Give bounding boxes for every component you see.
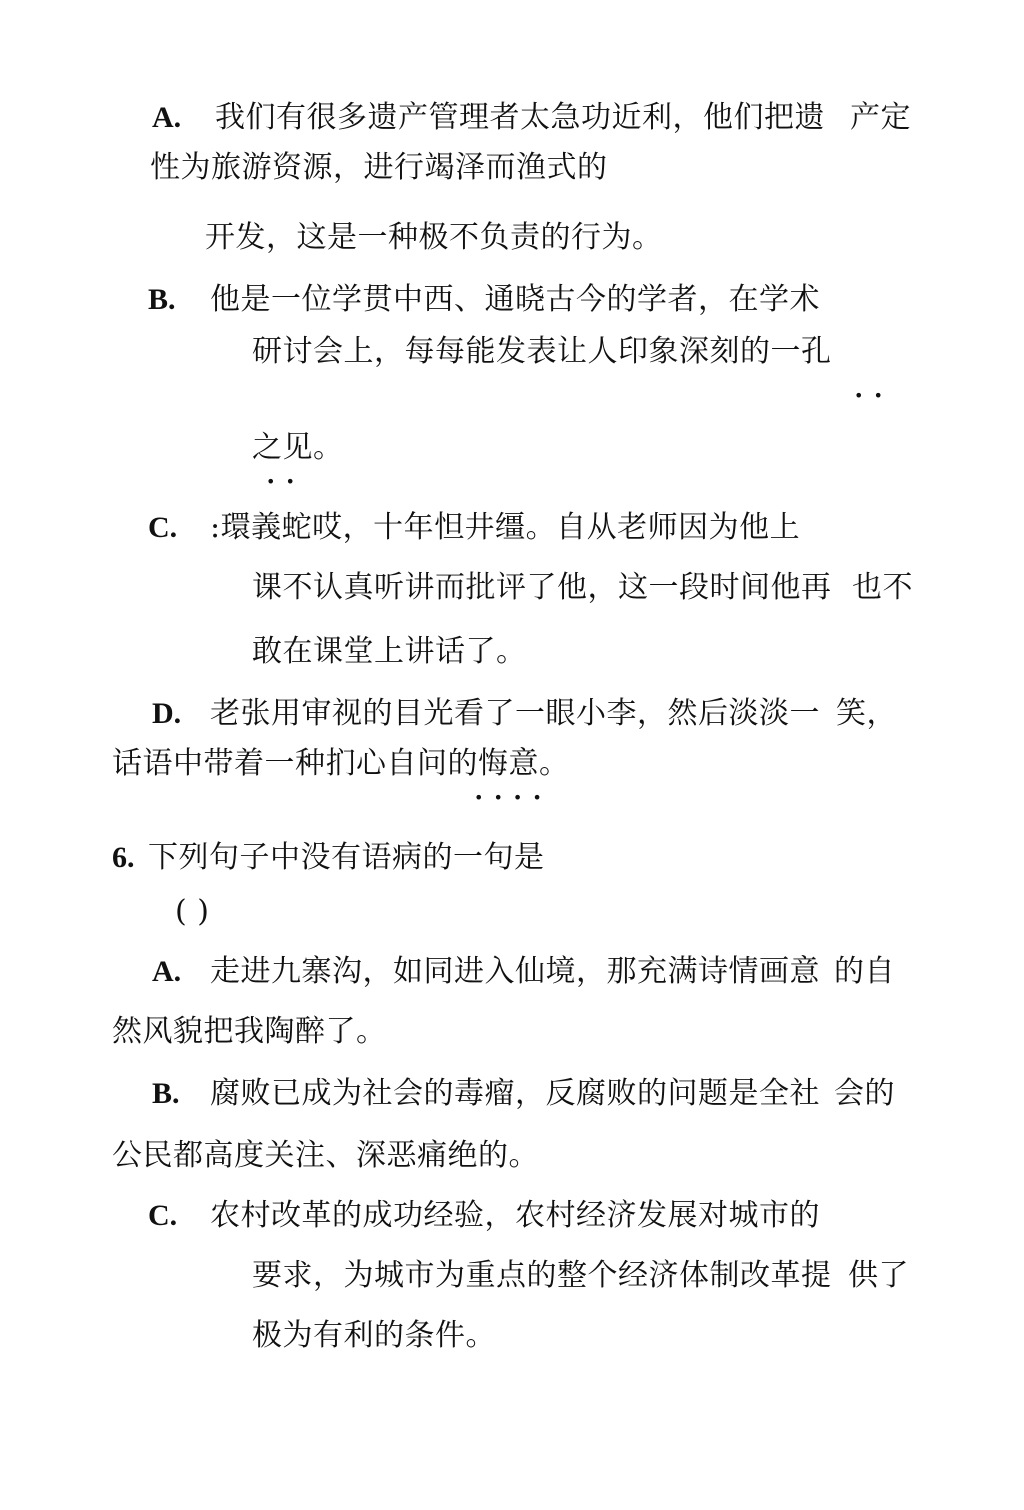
option-d-label: D. xyxy=(152,697,182,730)
option-b-line2: 研讨会上，每每能发表让人印象深刻的一孔 xyxy=(252,334,832,369)
option-b-label: B. xyxy=(148,283,176,316)
option-c-label: C. xyxy=(148,511,178,544)
option-d-line1: 老张用审视的目光看了一眼小李，然后淡淡一 xyxy=(210,696,820,731)
option-c-line2: 课不认真听讲而批评了他，这一段时间他再 xyxy=(252,570,832,605)
q6-option-a-label: A. xyxy=(152,955,182,988)
option-a-line1-end: 产定 xyxy=(850,100,911,135)
question-6-number: 6. xyxy=(112,841,135,874)
q6-option-c-line1: 农村改革的成功经验，农村经济发展对城市的 xyxy=(210,1198,820,1233)
emphasis-dots: •••• xyxy=(474,788,552,807)
q6-option-a-line1-end: 的自 xyxy=(834,954,895,989)
q6-option-a-line1: 走进九寨沟，如同进入仙境，那充满诗情画意 xyxy=(210,954,820,989)
option-a-line2: 性为旅游资源，进行竭泽而渔式的 xyxy=(150,150,608,185)
option-a-label: A. xyxy=(152,101,182,134)
q6-option-a-line2: 然风貌把我陶醉了。 xyxy=(112,1014,387,1049)
option-a-line1: 我们有很多遗产管理者太急功近利，他们把遗 xyxy=(215,100,825,135)
question-6-stem: 下列句子中没有语病的一句是 xyxy=(148,840,545,875)
emphasis-dots: •• xyxy=(266,472,305,491)
q6-option-b-line2: 公民都高度关注、深恶痛绝的。 xyxy=(112,1138,539,1173)
q6-option-c-label: C. xyxy=(148,1199,178,1232)
option-d-line1-end: 笑， xyxy=(836,696,897,731)
q6-option-b-label: B. xyxy=(152,1077,180,1110)
option-b-line3: 之见。 xyxy=(252,430,344,465)
option-c-line1: :環義蛇哎，十年怛井缰。自从老师因为他上 xyxy=(210,510,801,545)
option-a-line3: 开发，这是一种极不负责的行为。 xyxy=(205,220,663,255)
q6-option-c-line3: 极为有利的条件。 xyxy=(252,1318,496,1353)
q6-option-c-line2: 要求，为城市为重点的整个经济体制改革提 xyxy=(252,1258,832,1293)
answer-parentheses: ( ) xyxy=(175,894,210,929)
option-d-line2: 话语中带着一种扪心自问的悔意。 xyxy=(112,746,570,781)
q6-option-b-line1: 腐败已成为社会的毒瘤，反腐败的问题是全社 xyxy=(210,1076,820,1111)
option-c-line3: 敢在课堂上讲话了。 xyxy=(252,634,527,669)
option-c-line2-end: 也不 xyxy=(852,570,913,605)
q6-option-b-line1-end: 会的 xyxy=(834,1076,895,1111)
emphasis-dots: •• xyxy=(854,386,893,405)
q6-option-c-line2-end: 供了 xyxy=(848,1258,909,1293)
option-b-line1: 他是一位学贯中西、通晓古今的学者，在学术 xyxy=(210,282,820,317)
